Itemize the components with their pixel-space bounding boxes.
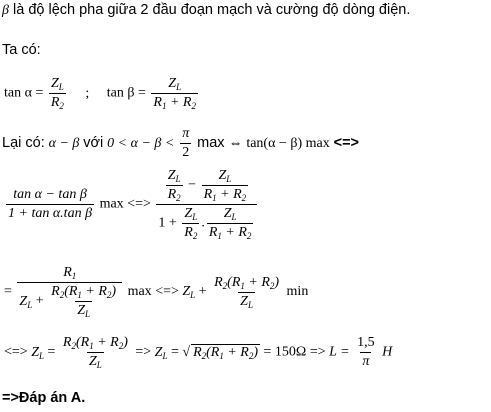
tan-beta-label: tan β = (106, 85, 146, 101)
zl-fraction: $\frac{R_2(R_1 + R_2)}{Z_L}$ (62, 335, 128, 370)
tan-beta-fraction: $\frac{Z_L}{R_1 + R_2}$ (153, 76, 196, 111)
inductance-fraction: $\frac{1,5}{\pi}$ (357, 335, 375, 369)
answer-line: =>Đáp án A. (2, 390, 86, 406)
tan-difference-fraction: $\frac{\text{tan α − tan β}}{\text{1 + tan α.tan β}}$ (8, 187, 93, 221)
lai-co-label: Lại có: (2, 135, 45, 152)
condition-line: Lại có: α − β với 0 < α − β < $\frac{\pi}{2}$ max ⇔ tan(α − β) max <=> (2, 126, 360, 160)
tan-alpha-label: tan α = (4, 85, 44, 101)
beta-symbol: β (2, 3, 9, 18)
intro-line (2, 2, 410, 19)
tan-alpha-fraction: $\frac{Z_L}{R_2}$ (50, 76, 64, 111)
result-line: <=> $Z_L$ = $\frac{R_2(R_1 + R_2)}{Z_L}$ => $Z_L$ = √ $R_2(R_1 + R_2) = 150\Omega => L$ = $\frac{1,5}{\pi}$ H (4, 335, 393, 370)
min-fraction: $\frac{R_2(R_1 + R_2)}{Z_L}$ (214, 274, 280, 310)
tan-difference-line: $\frac{\text{tan α − tan β}}{\text{1 + tan α.tan β}}$ max <=> $\frac{Z_L}{R_2}$ − $\frac{Z_L}{R_1 + R_2}$ 1 + $\frac{Z_L}{R_2}$ . $\frac{Z_L}{R_1 + R_2}$ (4, 168, 259, 241)
separator: ; (85, 85, 90, 101)
intro-text: là độ lệch pha giữa 2 đầu đoạn mạch và cường độ dòng điện. (8, 2, 411, 18)
sqrt-expression: √ $R_2(R_1 + R_2)$ (182, 344, 259, 361)
simplified-fraction: $R_1$ $Z_L$ + $\frac{R_2(R_1 + R_2)}{Z_L}$ (17, 265, 122, 319)
simplified-line: = $R_1$ $Z_L$ + $\frac{R_2(R_1 + R_2)}{Z_L}$ max <=> $Z_L$ + $\frac{R_2(R_1 + R_2)}{Z_L}$ min (4, 265, 309, 319)
taco-label: Ta có: (2, 42, 41, 58)
tan-definitions (4, 76, 200, 111)
substituted-fraction: $\frac{Z_L}{R_2}$ − $\frac{Z_L}{R_1 + R_2}$ 1 + $\frac{Z_L}{R_2}$ . $\frac{Z_L}{R_1 + R_2}$ (156, 168, 257, 241)
pi-over-two: $\frac{\pi}{2}$ (182, 126, 190, 160)
